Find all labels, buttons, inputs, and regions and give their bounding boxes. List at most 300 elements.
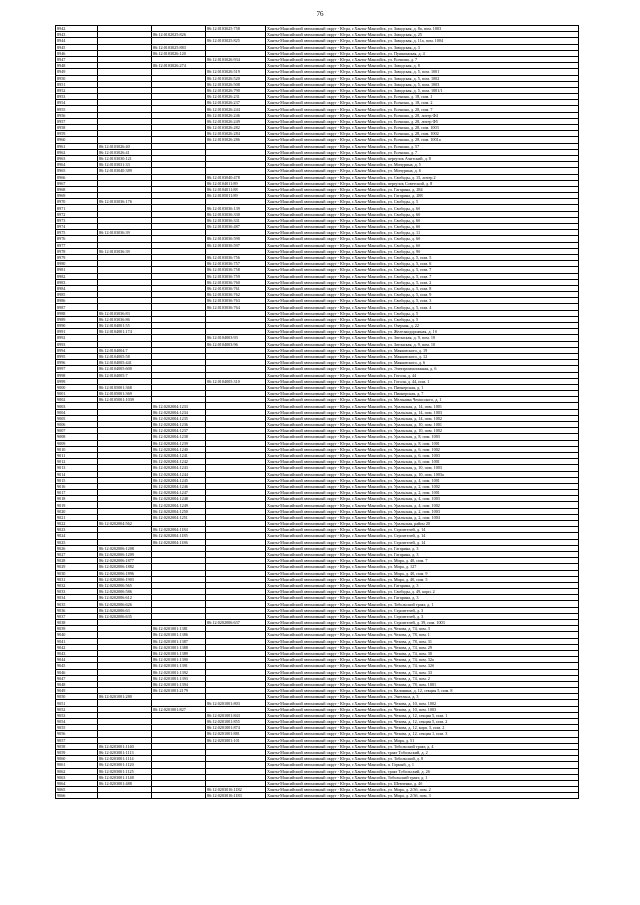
row-number-cell: 9003 <box>56 403 98 409</box>
address-cell: Ханты-Мансийский автономный округ - Югра, г.Ханты-Мансийск, ул. Чехова, д. 74, пом. 2 <box>266 675 579 681</box>
premises-cadastral-cell: 86:12:0201001:855 <box>206 719 266 725</box>
row-number-cell: 9038 <box>56 620 98 626</box>
land-cadastral-cell: 86:12:0202006:63 <box>98 607 152 613</box>
premises-cadastral-cell: 86:12:0103026:508 <box>206 81 266 87</box>
row-number-cell: 8961 <box>56 143 98 149</box>
land-cadastral-cell: 86:12:0202006:1877 <box>98 558 152 564</box>
address-cell: Ханты-Мансийский автономный округ - Югра, г.Ханты-Мансийск, ул. Чехова, д. 12, секция 5, пом. 2 <box>266 719 579 725</box>
address-cell: Ханты-Мансийский автономный округ - Югра, г.Ханты-Мансийск, ул. Электромонтажная, д. 6 <box>266 366 579 372</box>
premises-cadastral-cell: 86:12:0105011:89 <box>206 193 266 199</box>
row-number-cell: 9064 <box>56 780 98 786</box>
land-cadastral-cell: 86:12:0103026:41 <box>98 149 152 155</box>
row-number-cell: 8945 <box>56 44 98 50</box>
address-cell: Ханты-Мансийский автономный округ - Югра, г.Ханты-Мансийск, ул. Чехова, д. 74, пом. 29 <box>266 644 579 650</box>
row-number-cell: 9020 <box>56 508 98 514</box>
building-cadastral-cell: 86:12:0103025:883 <box>152 44 206 50</box>
land-cadastral-cell: 86:12:0103030:121 <box>98 155 152 161</box>
row-number-cell: 9059 <box>56 749 98 755</box>
row-number-cell: 8956 <box>56 112 98 118</box>
row-number-cell: 8960 <box>56 137 98 143</box>
row-number-cell: 9017 <box>56 490 98 496</box>
row-number-cell: 8986 <box>56 298 98 304</box>
row-number-cell: 8959 <box>56 131 98 137</box>
row-number-cell: 9049 <box>56 688 98 694</box>
row-number-cell: 9047 <box>56 675 98 681</box>
row-number-cell: 8942 <box>56 26 98 32</box>
building-cadastral-cell: 86:12:0202004:1244 <box>152 471 206 477</box>
address-cell: Ханты-Мансийский автономный округ - Югра, г.Ханты-Мансийск, ул. Пионерская, д. 1 <box>266 384 579 390</box>
land-cadastral-cell: 86:12:0202006:586 <box>98 589 152 595</box>
address-cell: Ханты-Мансийский автономный округ - Югра, г.Ханты-Мансийск, ул. Свободы, д. 6б <box>266 236 579 242</box>
row-number-cell: 9026 <box>56 545 98 551</box>
address-cell: Ханты-Мансийский автономный округ - Югра, г.Ханты-Мансийск, ул. Калинина, д. 12, секция 5, пом. 8 <box>266 688 579 694</box>
row-number-cell: 8970 <box>56 199 98 205</box>
address-cell: Ханты-Мансийский автономный округ - Югра, г.Ханты-Мансийск, ул. Свободы, д. 5 <box>266 310 579 316</box>
building-cadastral-cell: 86:12:0202004:1184 <box>152 527 206 533</box>
address-cell: Ханты-Мансийский автономный округ - Югра, г.Ханты-Мансийск, ул. Уральская, д. 6, пом. 1003 <box>266 452 579 458</box>
premises-cadastral-cell: 86:12:0103026:520 <box>206 75 266 81</box>
address-cell: Ханты-Мансийский автономный округ - Югра, г.Ханты-Мансийск, ул. Есенина, д. 18, пом. 1 <box>266 94 579 100</box>
address-cell: Ханты-Мансийский автономный округ - Югра, г.Ханты-Мансийск, ул. Есенина, д. 28, литер Ф5 <box>266 118 579 124</box>
table-row <box>56 793 579 799</box>
row-number-cell: 9062 <box>56 768 98 774</box>
building-cadastral-cell: 86:12:0201001:1392 <box>152 669 206 675</box>
premises-cadastral-cell: 86:12:0104003:93 <box>206 335 266 341</box>
row-number-cell: 9023 <box>56 527 98 533</box>
row-number-cell: 9012 <box>56 459 98 465</box>
address-cell: Ханты-Мансийский автономный округ - Югра, г.Ханты-Мансийск, ул. Чехова, д. 78, пом. 1001 <box>266 681 579 687</box>
row-number-cell: 8983 <box>56 279 98 285</box>
row-number-cell: 8967 <box>56 180 98 186</box>
building-cadastral-cell: 86:12:0201001:2179 <box>152 688 206 694</box>
address-cell: Ханты-Мансийский автономный округ - Югра, г.Ханты-Мансийск, ул. Заводская, д. 11а, пом. 1004 <box>266 38 579 44</box>
address-cell: Ханты-Мансийский автономный округ - Югра, г.Ханты-Мансийск, ул. Уральская, д. 14, пом. 1002 <box>266 415 579 421</box>
address-cell: Ханты-Мансийский автономный округ - Югра, г.Ханты-Мансийск, ул. Озерная, д. 22 <box>266 323 579 329</box>
row-number-cell: 9060 <box>56 756 98 762</box>
premises-cadastral-cell: 86:12:0103036:762 <box>206 292 266 298</box>
address-cell: Ханты-Мансийский автономный округ - Югра, г.Ханты-Мансийск, ул. Заводская, д. 3 <box>266 44 579 50</box>
row-number-cell: 9004 <box>56 409 98 415</box>
row-number-cell: 9030 <box>56 570 98 576</box>
address-cell: Ханты-Мансийский автономный округ - Югра, г.Ханты-Мансийск, ул. Свободы, д. 5, пом. 5 <box>266 254 579 260</box>
land-cadastral-cell: 86:12:0105001:369 <box>98 391 152 397</box>
land-cadastral-cell: 86:12:0104004:7 <box>98 347 152 353</box>
address-cell: Ханты-Мансийский автономный округ - Югра, г.Ханты-Мансийск, ул. Свободы, д. 5, пом. 4 <box>266 304 579 310</box>
row-number-cell: 9056 <box>56 731 98 737</box>
row-number-cell: 8998 <box>56 372 98 378</box>
land-cadastral-cell: 86:12:0104001:174 <box>98 329 152 335</box>
land-cadastral-cell: 86:12:0104005:600 <box>98 366 152 372</box>
row-number-cell: 9055 <box>56 725 98 731</box>
premises-cadastral-cell: 86:12:0103036:759 <box>206 273 266 279</box>
premises-cadastral-cell: 86:12:0103026:790 <box>206 87 266 93</box>
address-cell: Ханты-Мансийский автономный округ - Югра, г.Ханты-Мансийск, ул. Свободы, д. 11 <box>266 230 579 236</box>
row-number-cell: 9001 <box>56 391 98 397</box>
row-number-cell: 8980 <box>56 261 98 267</box>
premises-cadastral-cell: 86:12:0103026:246 <box>206 112 266 118</box>
row-number-cell: 9037 <box>56 613 98 619</box>
land-cadastral-cell: 86:12:0202006:1208 <box>98 545 152 551</box>
land-cadastral-cell: 86:12:0103036:176 <box>98 199 152 205</box>
building-cadastral-cell: 86:12:0202004:1237 <box>152 428 206 434</box>
address-cell: Ханты-Мансийский автономный округ - Югра, г.Ханты-Мансийск, ул. Гагарина, д. 288 <box>266 193 579 199</box>
address-cell: Ханты-Мансийский автономный округ - Югра, г.Ханты-Мансийск, ул. Мира, д. 40, пом. 7 <box>266 558 579 564</box>
row-number-cell: 9045 <box>56 663 98 669</box>
address-cell: Ханты-Мансийский автономный округ - Югра, г.Ханты-Мансийск, ул. Свободы, д. 5, пом. 7 <box>266 273 579 279</box>
premises-cadastral-cell: 86:12:0103036:756 <box>206 254 266 260</box>
address-cell: Ханты-Мансийский автономный округ - Югра, г.Ханты-Мансийск, ул. Чехова, д. 12, корп. 5, пом. 2 <box>266 725 579 731</box>
land-cadastral-cell: 86:12:0104005:7 <box>98 372 152 378</box>
address-cell: Ханты-Мансийский автономный округ - Югра, г.Ханты-Мансийск, ул. Чехова, д. 10, пом. 1003 <box>266 706 579 712</box>
row-number-cell: 9066 <box>56 793 98 799</box>
address-cell: Ханты-Мансийский автономный округ - Югра, г.Ханты-Мансийск, ул. Строителей, д. 3 <box>266 613 579 619</box>
building-cadastral-cell: 86:12:0202004:1186 <box>152 539 206 545</box>
address-cell: Ханты-Мансийский автономный округ - Югра, г.Ханты-Мансийск, ул. Уральская, д. 8, пом. 1003 <box>266 434 579 440</box>
premises-cadastral-cell: 86:12:0103026:231 <box>206 94 266 100</box>
address-cell: Ханты-Мансийский автономный округ - Югра, г.Ханты-Мансийск, ул. Чехова, д. 74, пом. 30 <box>266 650 579 656</box>
row-number-cell: 9015 <box>56 477 98 483</box>
row-number-cell: 9043 <box>56 650 98 656</box>
row-number-cell: 9054 <box>56 719 98 725</box>
address-cell: Ханты-Мансийский автономный округ - Югра, г.Ханты-Мансийск, ул. Свободы, д. 6б <box>266 224 579 230</box>
address-cell: Ханты-Мансийский автономный округ - Югра, г.Ханты-Мансийск, ул. Уральская, д. 4, пом. 1003 <box>266 496 579 502</box>
address-cell: Ханты-Мансийский автономный округ - Югра, г.Ханты-Мансийск, ул. Уральская, д. 2, пом. 1004 <box>266 514 579 520</box>
address-cell: Ханты-Мансийский автономный округ - Югра, г.Ханты-Мансийск, ул. Уральская, д. 6, пом. 1001 <box>266 459 579 465</box>
row-number-cell: 8948 <box>56 63 98 69</box>
row-number-cell: 8985 <box>56 292 98 298</box>
address-cell: Ханты-Мансийский автономный округ - Югра, г.Ханты-Мансийск, ул. Уральская, д. 10, пом. 1002 <box>266 428 579 434</box>
page-number: 76 <box>316 10 324 18</box>
building-cadastral-cell: 86:12:0202004:1185 <box>152 533 206 539</box>
address-cell: Ханты-Мансийский автономный округ - Югра, г.Ханты-Мансийск, ул. Заводская, д. 25 <box>266 32 579 38</box>
row-number-cell: 9027 <box>56 551 98 557</box>
row-number-cell: 9057 <box>56 737 98 743</box>
row-number-cell: 9000 <box>56 384 98 390</box>
building-cadastral-cell <box>152 793 206 799</box>
address-cell: Ханты-Мансийский автономный округ - Югра, г.Ханты-Мансийск, ул. Уральская, д. 2, пом. 1003 <box>266 508 579 514</box>
building-cadastral-cell: 86:12:0201001:1387 <box>152 638 206 644</box>
address-cell: Ханты-Мансийский автономный округ - Югра, г.Ханты-Мансийск, ул. Есенина, д. 7 <box>266 149 579 155</box>
land-cadastral-cell: 86:12:0202006:565 <box>98 582 152 588</box>
address-cell: Ханты-Мансийский автономный округ - Югра, г.Ханты-Мансийск, ул. Уральская, д. 4, пом. 1001 <box>266 477 579 483</box>
row-number-cell: 8975 <box>56 230 98 236</box>
building-cadastral-cell: 86:12:0201001:1394 <box>152 681 206 687</box>
row-number-cell: 9011 <box>56 452 98 458</box>
row-number-cell: 9050 <box>56 694 98 700</box>
address-cell: Ханты-Мансийский автономный округ - Югра, г.Ханты-Мансийск, ул. Гагарина, д. 3 <box>266 595 579 601</box>
address-cell: Ханты-Мансийский автономный округ - Югра, г.Ханты-Мансийск, ул. Есенина, д. 28, литер Ф4 <box>266 112 579 118</box>
building-cadastral-cell: 86:12:0202004:1248 <box>152 496 206 502</box>
building-cadastral-cell: 86:12:0201001:1386 <box>152 632 206 638</box>
premises-cadastral-cell: 86:12:0103040:478 <box>206 174 266 180</box>
premises-cadastral-cell: 86:12:0103036:764 <box>206 304 266 310</box>
land-cadastral-cell: 86:12:0103036:39 <box>98 248 152 254</box>
building-cadastral-cell: 86:12:0202004:1233 <box>152 403 206 409</box>
row-number-cell: 8946 <box>56 50 98 56</box>
premises-cadastral-cell: 86:12:0103026:934 <box>206 56 266 62</box>
address-cell: Ханты-Мансийский автономный округ - Югра, г.Ханты-Мансийск, ул. Свободы, д. 5 <box>266 199 579 205</box>
address-cell: Ханты-Мансийский автономный округ - Югра, г.Ханты-Мансийск, ул. Энгельса, д. 3 <box>266 694 579 700</box>
row-number-cell: 8955 <box>56 106 98 112</box>
address-cell: Ханты-Мансийский автономный округ - Югра, г.Ханты-Мансийск, ул. Свободы, д. 5, пом. 3 <box>266 298 579 304</box>
premises-cadastral-cell: 86:12:0203016:1183 <box>206 793 266 799</box>
building-cadastral-cell: 86:12:0202004:1243 <box>152 465 206 471</box>
address-cell: Ханты-Мансийский автономный округ - Югра, г.Ханты-Мансийск, ул. Железнодорожная, д. 1б <box>266 329 579 335</box>
premises-cadastral-cell: 86:12:0203016:1182 <box>206 787 266 793</box>
row-number-cell: 8991 <box>56 329 98 335</box>
row-number-cell: 9046 <box>56 669 98 675</box>
row-number-cell: 8973 <box>56 217 98 223</box>
land-cadastral-cell: 86:12:0203001:1125 <box>98 768 152 774</box>
row-number-cell: 9021 <box>56 514 98 520</box>
row-number-cell: 8950 <box>56 75 98 81</box>
premises-cadastral-cell: 86:12:0104003:96 <box>206 341 266 347</box>
premises-cadastral-cell: 86:12:0103026:249 <box>206 118 266 124</box>
row-number-cell: 9022 <box>56 521 98 527</box>
row-number-cell: 8993 <box>56 341 98 347</box>
row-number-cell: 9061 <box>56 762 98 768</box>
row-number-cell: 9041 <box>56 638 98 644</box>
address-cell: Ханты-Мансийский автономный округ - Югра, г.Ханты-Мансийск, ул. Мира, д. 51 <box>266 737 579 743</box>
row-number-cell: 9009 <box>56 440 98 446</box>
address-cell: Ханты-Мансийский автономный округ - Югра, г.Ханты-Мансийск, ул. Пушкинская, д. 4 <box>266 50 579 56</box>
row-number-cell: 8971 <box>56 205 98 211</box>
premises-cadastral-cell: 86:12:0103026:286 <box>206 137 266 143</box>
row-number-cell: 8996 <box>56 360 98 366</box>
address-cell: Ханты-Мансийский автономный округ - Югра, г.Ханты-Мансийск, ул. Маяковского, д. 6 <box>266 360 579 366</box>
address-cell: Ханты-Мансийский автономный округ - Югра, г.Ханты-Мансийск, ул. Чехова, д. 10, пом. 1002 <box>266 700 579 706</box>
row-number-cell: 9035 <box>56 601 98 607</box>
address-cell: Ханты-Мансийский автономный округ - Югра, г.Ханты-Мансийск, ул. Свободы, д. 49, корп. 2 <box>266 589 579 595</box>
premises-cadastral-cell: 86:12:0103036:330 <box>206 211 266 217</box>
address-cell: Ханты-Мансийский автономный округ - Югра, г.Ханты-Мансийск, ул. Мира, д. 2/3б, пом. 2 <box>266 787 579 793</box>
row-number-cell: 8984 <box>56 285 98 291</box>
building-cadastral-cell: 86:12:0102025:826 <box>152 32 206 38</box>
address-cell: Ханты-Мансийский автономный округ - Югра, г.Ханты-Мансийск, ул. Гагарина, д. 3 <box>266 582 579 588</box>
address-cell: Ханты-Мансийский автономный округ - Югра, г.Ханты-Мансийск, ул. Заводская, д. 8 <box>266 63 579 69</box>
row-number-cell: 8968 <box>56 186 98 192</box>
address-cell: Ханты-Мансийский автономный округ - Югра, г.Ханты-Мансийск, ул. Маяковского, д. 19 <box>266 347 579 353</box>
building-cadastral-cell: 86:12:0201001:1390 <box>152 657 206 663</box>
land-cadastral-cell: 86:12:0103036:86 <box>98 316 152 322</box>
land-cadastral-cell: 86:12:0202006:635 <box>98 613 152 619</box>
address-cell: Ханты-Мансийский автономный округ - Югра, г.Ханты-Мансийск, ул. Заводская, д. 5, пом. 1001 <box>266 69 579 75</box>
address-cell: Ханты-Мансийский автономный округ - Югра, г.Ханты-Мансийск, ул. Есенина, д. 28, пом. 1002 <box>266 131 579 137</box>
row-number-cell: 9033 <box>56 589 98 595</box>
address-cell: Ханты-Мансийский автономный округ - Югра, г.Ханты-Мансийск, ул. Строителей, д. 14 <box>266 539 579 545</box>
address-cell: Ханты-Мансийский автономный округ - Югра, г.Ханты-Мансийск, ул. Уральская, д. 2, пом. 1001 <box>266 490 579 496</box>
address-cell: Ханты-Мансийский автономный округ - Югра, г.Ханты-Мансийск, ул. Пионерская, д. 7 <box>266 391 579 397</box>
land-cadastral-cell: 86:12:0201001:280 <box>98 694 152 700</box>
building-cadastral-cell: 86:12:0202004:1242 <box>152 459 206 465</box>
address-cell: Ханты-Мансийский автономный округ - Югра, г.Ханты-Мансийск, ул. Есенина, д. 28, пом. 1001а <box>266 137 579 143</box>
premises-cadastral-cell: 86:12:0103036:590 <box>206 236 266 242</box>
row-number-cell: 9028 <box>56 558 98 564</box>
land-cadastral-cell: 86:12:0202004:562 <box>98 521 152 527</box>
premises-cadastral-cell: 86:12:0103036:139 <box>206 205 266 211</box>
building-cadastral-cell: 86:12:0202004:1245 <box>152 477 206 483</box>
address-cell: Ханты-Мансийский автономный округ - Югра, г.Ханты-Мансийск, ул. Свободы, д. 5, пом. 6 <box>266 261 579 267</box>
address-cell: Ханты-Мансийский автономный округ - Югра, г.Ханты-Мансийск, ул. Строителей, д. 14 <box>266 533 579 539</box>
address-cell: Ханты-Мансийский автономный округ - Югра, г.Ханты-Мансийск, ул. Свободы, д. 5, пом. 2 <box>266 279 579 285</box>
address-cell: Ханты-Мансийский автономный округ - Югра, г.Ханты-Мансийск, ул. Чехова, д. 12, секция 5, пом. 1 <box>266 712 579 718</box>
address-cell: Ханты-Мансийский автономный округ - Югра, г.Ханты-Мансийск, ул. Есенина, д. 7 <box>266 56 579 62</box>
premises-cadastral-cell: 86:12:0104011:89 <box>206 180 266 186</box>
row-number-cell: 9008 <box>56 434 98 440</box>
row-number-cell: 8992 <box>56 335 98 341</box>
row-number-cell: 8997 <box>56 366 98 372</box>
land-cadastral-cell: 86:12:0103036:39 <box>98 230 152 236</box>
row-number-cell: 8972 <box>56 211 98 217</box>
land-cadastral-cell: 86:12:0203001:488 <box>98 780 152 786</box>
row-number-cell: 9044 <box>56 657 98 663</box>
registry-table <box>55 25 579 799</box>
row-number-cell: 9019 <box>56 502 98 508</box>
premises-cadastral-cell: 86:12:0103036:597 <box>206 242 266 248</box>
row-number-cell: 8982 <box>56 273 98 279</box>
land-cadastral-cell: 86:12:0105001:368 <box>98 384 152 390</box>
row-number-cell: 9063 <box>56 774 98 780</box>
row-number-cell: 9016 <box>56 483 98 489</box>
row-number-cell: 9051 <box>56 700 98 706</box>
address-cell: Ханты-Мансийский автономный округ - Югра, г.Ханты-Мансийск, ул. Гагарина, д. 284 <box>266 186 579 192</box>
row-number-cell: 8965 <box>56 168 98 174</box>
address-cell: Ханты-Мансийский автономный округ - Югра, г.Ханты-Мансийск, ул. Уральская, д. 10, пом. 1001 <box>266 422 579 428</box>
row-number-cell: 8999 <box>56 378 98 384</box>
row-number-cell: 8953 <box>56 94 98 100</box>
row-number-cell: 9053 <box>56 712 98 718</box>
address-cell: Ханты-Мансийский автономный округ - Югра, г.Ханты-Мансийск, ул. Мира, д. 127 <box>266 564 579 570</box>
building-cadastral-cell: 86:12:0202004:1240 <box>152 446 206 452</box>
address-cell: Ханты-Мансийский автономный округ - Югра, г.Ханты-Мансийск, ул. Мичурина, д. 6 <box>266 168 579 174</box>
address-cell: Ханты-Мансийский автономный округ - Югра, г.Ханты-Мансийск, переулок Советский, д. 8 <box>266 180 579 186</box>
premises-cadastral-cell: 86:12:0202006:637 <box>206 620 266 626</box>
building-cadastral-cell: 86:12:0202004:1241 <box>152 452 206 458</box>
address-cell: Ханты-Мансийский автономный округ - Югра, г.Ханты-Мансийск, ул. Свободы, д. 6б <box>266 242 579 248</box>
row-number-cell: 9031 <box>56 576 98 582</box>
address-cell: Ханты-Мансийский автономный округ - Югра, г.Ханты-Мансийск, ул. Уральская, д. 2, пом. 1002 <box>266 483 579 489</box>
row-number-cell: 9010 <box>56 446 98 452</box>
row-number-cell: 8966 <box>56 174 98 180</box>
row-number-cell: 8964 <box>56 162 98 168</box>
address-cell: Ханты-Мансийский автономный округ - Югра, г.Ханты-Мансийск, ул. Мельника Чемасского, д. 1 <box>266 397 579 403</box>
row-number-cell: 8943 <box>56 32 98 38</box>
building-cadastral-cell: 86:12:0201001:1381 <box>152 626 206 632</box>
premises-cadastral-cell: 86:12:0201001:843 <box>206 712 266 718</box>
building-cadastral-cell: 86:12:0201001:1393 <box>152 675 206 681</box>
building-cadastral-cell: 86:12:0202004:1250 <box>152 508 206 514</box>
building-cadastral-cell: 86:12:0202004:1246 <box>152 483 206 489</box>
row-number-cell: 8974 <box>56 224 98 230</box>
address-cell: Ханты-Мансийский автономный округ - Югра, г.Ханты-Мансийск, ул. Строителей, д. 39, пом. 1003 <box>266 620 579 626</box>
row-number-cell: 8989 <box>56 316 98 322</box>
address-cell: Ханты-Мансийский автономный округ - Югра, г.Ханты-Мансийск, ул. Шевченко, д. 4б <box>266 780 579 786</box>
premises-cadastral-cell: 86:12:0103036:761 <box>206 285 266 291</box>
building-cadastral-cell: 86:12:0202004:1236 <box>152 422 206 428</box>
address-cell: Ханты-Мансийский автономный округ - Югра, г.Ханты-Мансийск, ул. Чехова, д. 78, пом. 1 <box>266 632 579 638</box>
row-number-cell: 8944 <box>56 38 98 44</box>
address-cell: Ханты-Мансийский автономный округ - Югра, г.Ханты-Мансийск, ул. Свободы, д. 5, пом. 7 <box>266 267 579 273</box>
row-number-cell: 8947 <box>56 56 98 62</box>
address-cell: Ханты-Мансийский автономный округ - Югра, г.Ханты-Мансийск, ул. Уральская, д. 6, пом. 1002 <box>266 446 579 452</box>
address-cell: Ханты-Мансийский автономный округ - Югра, г.Ханты-Мансийск, ул. Мира, д. 40, пом. 5 <box>266 576 579 582</box>
building-cadastral-cell: 86:12:0202004:1234 <box>152 409 206 415</box>
building-cadastral-cell: 86:12:0202004:1238 <box>152 434 206 440</box>
address-cell: Ханты-Мансийский автономный округ - Югра, г.Ханты-Мансийск, переулок Ачитский, д. 8 <box>266 155 579 161</box>
building-cadastral-cell: 86:12:0201001:1388 <box>152 644 206 650</box>
land-cadastral-cell: 86:12:0202006:1896 <box>98 570 152 576</box>
premises-cadastral-cell: 86:12:0103036:758 <box>206 267 266 273</box>
row-number-cell: 8963 <box>56 155 98 161</box>
row-number-cell: 8952 <box>56 87 98 93</box>
row-number-cell: 9032 <box>56 582 98 588</box>
premises-cadastral-cell: 86:12:0103036:331 <box>206 217 266 223</box>
row-number-cell: 9002 <box>56 397 98 403</box>
row-number-cell: 8958 <box>56 125 98 131</box>
land-cadastral-cell: 86:12:0104001:55 <box>98 323 152 329</box>
address-cell: Ханты-Мансийский автономный округ - Югра, г.Ханты-Мансийск, ул. Мира, д. 40, пом. 9 <box>266 570 579 576</box>
address-cell: Ханты-Мансийский автономный округ - Югра, г.Ханты-Мансийск, ул. Тобольский тракт, д. 1 <box>266 601 579 607</box>
premises-cadastral-cell: 86:12:0103026:282 <box>206 125 266 131</box>
land-cadastral-cell: 86:12:0103040:389 <box>98 168 152 174</box>
building-cadastral-cell: 86:12:0202004:1247 <box>152 490 206 496</box>
address-cell: Ханты-Мансийский автономный округ - Югра, г.Ханты-Мансийск, ул. Уральская, д. 10, пом. 1003 <box>266 465 579 471</box>
address-cell: Ханты-Мансийский автономный округ - Югра, г.Ханты-Мансийск, ул. Чехова, д. 78, пом. 31 <box>266 638 579 644</box>
row-number-cell: 8988 <box>56 310 98 316</box>
premises-cadastral-cell: 86:12:0201001:881 <box>206 731 266 737</box>
address-cell: Ханты-Мансийский автономный округ - Югра, г.Ханты-Мансийск, ул. Гагарина, д. 3 <box>266 551 579 557</box>
address-cell: Ханты-Мансийский автономный округ - Югра, г.Ханты-Мансийск, ул. Чехова, д. 74, пом. 3 <box>266 626 579 632</box>
row-number-cell: 9034 <box>56 595 98 601</box>
land-cadastral-cell: 86:12:0202006:1903 <box>98 576 152 582</box>
registry-table-body <box>56 26 579 799</box>
address-cell: Ханты-Мансийский автономный округ - Югра, г.Ханты-Мансийск, ул. Чехова, д. 74, пом. 32б <box>266 663 579 669</box>
address-cell: Ханты-Мансийский автономный округ - Югра, г.Ханты-Мансийск, ул. Уральская, д. 14, пом. 1003 <box>266 409 579 415</box>
land-cadastral-cell: 86:12:0203001:1113 <box>98 749 152 755</box>
address-cell: Ханты-Мансийский автономный округ - Югра, г.Ханты-Мансийск, ул. Есенина, д. 18, пом. 2 <box>266 100 579 106</box>
row-number-cell: 9006 <box>56 422 98 428</box>
row-number-cell: 8957 <box>56 118 98 124</box>
address-cell: Ханты-Мансийский автономный округ - Югра, г.Ханты-Мансийск, п. Горный, д. 1 <box>266 762 579 768</box>
address-cell: Ханты-Мансийский автономный округ - Югра, г.Ханты-Мансийск, ул. Гоголя, д. 44, пом. 1 <box>266 378 579 384</box>
land-cadastral-cell: 86:12:0103031:33 <box>98 162 152 168</box>
address-cell: Ханты-Мансийский автономный округ - Югра, г.Ханты-Мансийск, ул. Уральская, д. 14, пом. 1001 <box>266 403 579 409</box>
building-cadastral-cell: 86:12:0103026:274 <box>152 63 206 69</box>
address-cell: Ханты-Мансийский автономный округ - Югра, г.Ханты-Мансийск, ул. Свободы, д. 5, пом. 8 <box>266 285 579 291</box>
premises-cadastral-cell: 86:12:0103026:519 <box>206 69 266 75</box>
premises-cadastral-cell: 86:12:0203001:101 <box>206 737 266 743</box>
address-cell: Ханты-Мансийский автономный округ - Югра, г.Ханты-Мансийск, ул. Есенина, д. 28, пом. 1003 <box>266 125 579 131</box>
row-number-cell: 8969 <box>56 193 98 199</box>
address-cell: Ханты-Мансийский автономный округ - Югра, г.Ханты-Мансийск, ул. Свободы, д. 6б <box>266 211 579 217</box>
premises-cadastral-cell: 86:12:0104005:310 <box>206 378 266 384</box>
row-number-cell: 8995 <box>56 353 98 359</box>
premises-cadastral-cell: 86:12:0201001:803 <box>206 700 266 706</box>
address-cell: Ханты-Мансийский автономный округ - Югра, г.Ханты-Мансийск, ул. Есенина, д. 28, пом. 7 <box>266 106 579 112</box>
premises-cadastral-cell: 86:12:0104011:88 <box>206 186 266 192</box>
land-cadastral-cell: 86:12:0103026:40 <box>98 143 152 149</box>
land-cadastral-cell: 86:12:0203001:1148 <box>98 774 152 780</box>
row-number-cell: 9013 <box>56 465 98 471</box>
row-number-cell: 9007 <box>56 428 98 434</box>
land-cadastral-cell: 86:12:0202006:626 <box>98 601 152 607</box>
building-cadastral-cell: 86:12:0202004:1251 <box>152 514 206 520</box>
address-cell: Ханты-Мансийский автономный округ - Югра, г.Ханты-Мансийск, ул. Заводская, д. 5, пом. 1002 <box>266 75 579 81</box>
land-cadastral-cell: 86:12:0203001:1140 <box>98 743 152 749</box>
building-cadastral-cell: 86:12:0201001:827 <box>152 706 206 712</box>
land-cadastral-cell: 86:12:0104005:58 <box>98 353 152 359</box>
land-cadastral-cell: 86:12:0202006:1209 <box>98 551 152 557</box>
